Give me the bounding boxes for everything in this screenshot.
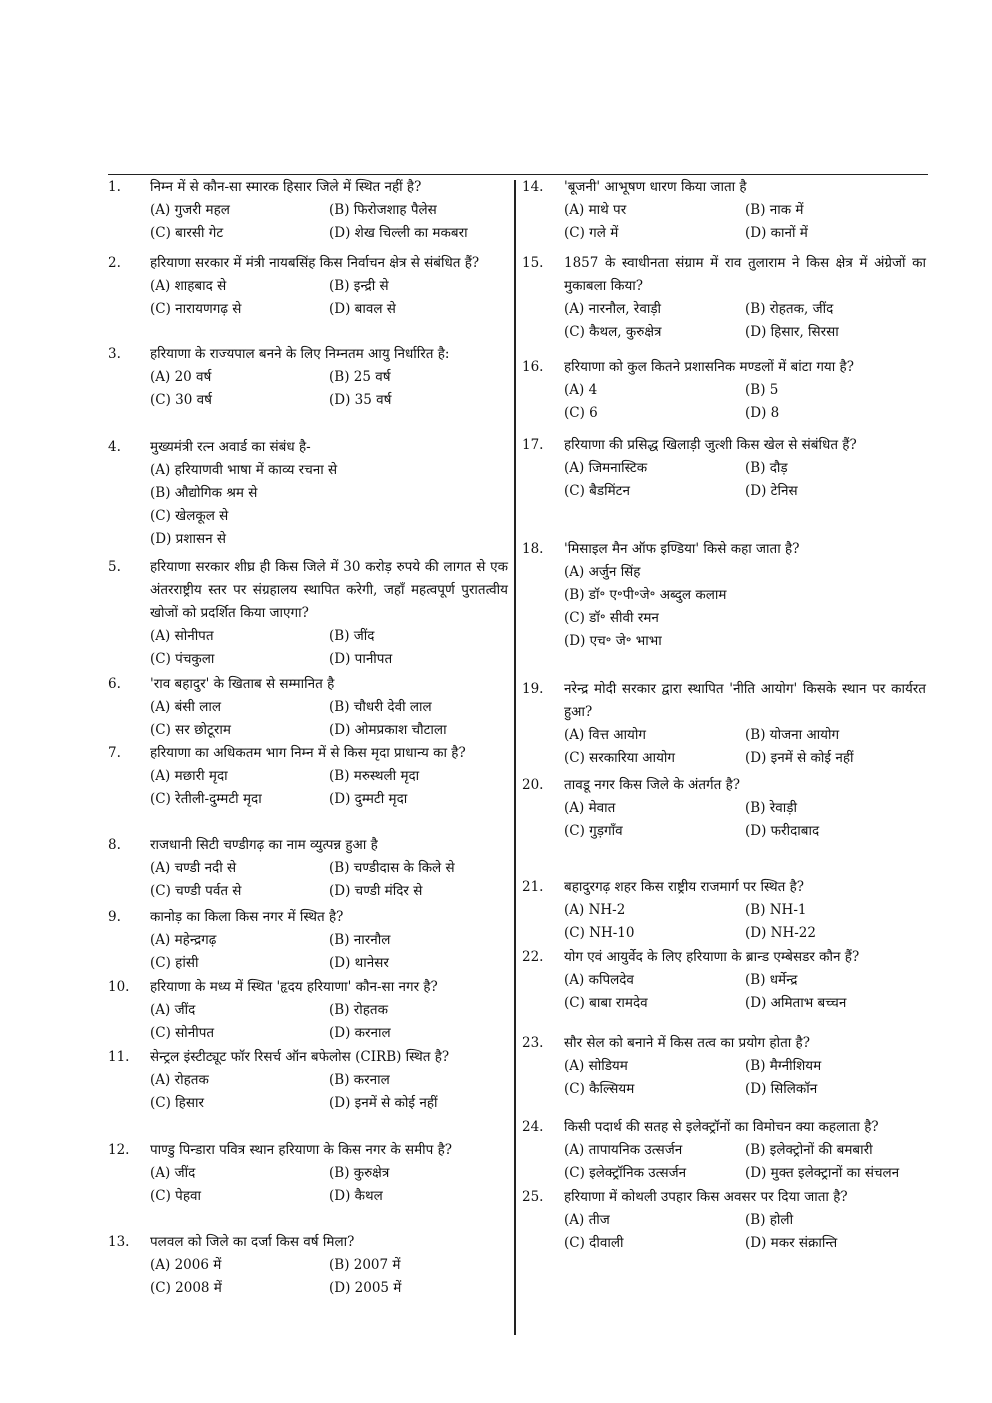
- question-text: 1857 के स्वाधीनता संग्राम में राव तुलाराम ने किस क्षेत्र में अंग्रेजों का मुकाबला किया?: [564, 255, 926, 294]
- answer-options: [564, 379, 926, 425]
- answer-options: [150, 459, 508, 551]
- question-12: [108, 1139, 508, 1208]
- question-number: 8.: [108, 837, 121, 853]
- option-b: (B) नाक में: [745, 202, 804, 218]
- option-d: (D) ओमप्रकाश चौटाला: [329, 722, 447, 738]
- question-body: [150, 1046, 508, 1115]
- question-body: [150, 906, 508, 975]
- question-20: [522, 774, 926, 843]
- option-a: (A) 2006 में: [150, 1257, 222, 1273]
- question-body: [564, 434, 926, 503]
- option-b: (B) NH-1: [745, 902, 807, 918]
- option-a: (A) शाहबाद से: [150, 278, 227, 294]
- option-d: (D) इनमें से कोई नहीं: [745, 750, 854, 766]
- question-number: 7.: [108, 745, 121, 761]
- option-d: (D) एच॰ जे॰ भाभा: [564, 633, 662, 649]
- answer-options: [564, 1139, 926, 1185]
- option-d: (D) अमिताभ बच्चन: [745, 995, 847, 1011]
- answer-options: [150, 1254, 508, 1300]
- question-number: 15.: [522, 255, 544, 271]
- option-d: (D) शेख चिल्ली का मकबरा: [329, 225, 468, 241]
- question-body: [564, 1116, 926, 1185]
- question-text: पाण्डु पिन्डारा पवित्र स्थान हरियाणा के किस नगर के समीप है?: [150, 1142, 453, 1158]
- option-d: (D) इनमें से कोई नहीं: [329, 1095, 438, 1111]
- question-number: 9.: [108, 909, 121, 925]
- answer-options: [150, 625, 508, 671]
- option-d: (D) चण्डी मंदिर से: [329, 883, 423, 899]
- answer-options: [150, 765, 508, 811]
- question-body: [150, 343, 508, 412]
- question-25: [522, 1186, 926, 1255]
- option-a: (A) जींद: [150, 1002, 196, 1018]
- option-b: (B) धर्मेन्द्र: [745, 972, 798, 988]
- question-body: [564, 1186, 926, 1255]
- question-body: [150, 252, 508, 321]
- option-a: (A) तापायनिक उत्सर्जन: [564, 1142, 683, 1158]
- option-c: (C) 30 वर्ष: [150, 392, 212, 408]
- question-24: [522, 1116, 926, 1185]
- answer-options: [564, 969, 926, 1015]
- question-number: 11.: [108, 1049, 130, 1065]
- option-c: (C) पेहवा: [150, 1188, 201, 1204]
- question-13: [108, 1231, 508, 1300]
- question-body: [564, 774, 926, 843]
- question-body: [564, 876, 926, 945]
- option-a: (A) 4: [564, 382, 598, 398]
- option-c: (C) चण्डी पर्वत से: [150, 883, 242, 899]
- question-number: 14.: [522, 179, 544, 195]
- option-a: (A) महेन्द्रगढ़: [150, 932, 217, 948]
- question-text: हरियाणा के मध्य में स्थित 'हृदय हरियाणा' कौन-सा नगर है?: [150, 979, 438, 995]
- option-a: (A) जिमनास्टिक: [564, 460, 648, 476]
- option-c: (C) गुड़गाँव: [564, 823, 623, 839]
- question-text: बहादुरगढ़ शहर किस राष्ट्रीय राजमार्ग पर स्थित है?: [564, 879, 804, 895]
- question-21: [522, 876, 926, 945]
- option-a: (A) अर्जुन सिंह: [564, 564, 641, 580]
- option-d: (D) प्रशासन से: [150, 531, 227, 547]
- question-body: [150, 673, 508, 742]
- option-c: (C) पंचकुला: [150, 651, 215, 667]
- option-d: (D) 35 वर्ष: [329, 392, 392, 408]
- option-a: (A) 20 वर्ष: [150, 369, 212, 385]
- option-b: (B) औद्योगिक श्रम से: [150, 485, 258, 501]
- option-b: (B) डॉ॰ ए॰पी॰जे॰ अब्दुल कलाम: [564, 587, 727, 603]
- option-a: (A) हरियाणवी भाषा में काव्य रचना से: [150, 462, 338, 478]
- option-c: (C) नारायणगढ़ से: [150, 301, 242, 317]
- answer-options: [150, 999, 508, 1045]
- question-number: 23.: [522, 1035, 544, 1051]
- question-text: हरियाणा सरकार शीघ्र ही किस जिले में 30 करोड़ रुपये की लागत से एक अंतरराष्ट्रीय स्तर पर संग्रहालय स्थापित करेगी, जहाँ महत्वपूर्ण पुरातत्वीय खोजों को प्रदर्शित किया जाएगा?: [150, 559, 508, 621]
- question-body: [150, 1231, 508, 1300]
- option-c: (C) 2008 में: [150, 1280, 222, 1296]
- option-c: (C) बैडमिंटन: [564, 483, 630, 499]
- question-16: [522, 356, 926, 425]
- question-text: 'बूजनी' आभूषण धारण किया जाता है: [564, 179, 747, 195]
- answer-options: [564, 899, 926, 945]
- option-b: (B) रोहतक: [329, 1002, 388, 1018]
- question-text: कानोड़ का किला किस नगर में स्थित है?: [150, 909, 344, 925]
- option-c: (C) सोनीपत: [150, 1025, 215, 1041]
- question-body: [150, 556, 508, 671]
- question-22: [522, 946, 926, 1015]
- question-text: सौर सेल को बनाने में किस तत्व का प्रयोग होता है?: [564, 1035, 810, 1051]
- question-number: 3.: [108, 346, 121, 362]
- question-body: [564, 678, 926, 770]
- question-10: [108, 976, 508, 1045]
- option-d: (D) पानीपत: [329, 651, 393, 667]
- top-rule: [108, 174, 928, 175]
- option-a: (A) सोनीपत: [150, 628, 214, 644]
- question-text: तावडू नगर किस जिले के अंतर्गत है?: [564, 777, 741, 793]
- question-text: 'राव बहादुर' के खिताब से सम्मानित है: [150, 676, 335, 692]
- option-b: (B) मरुस्थली मृदा: [329, 768, 420, 784]
- question-body: [564, 252, 926, 344]
- question-number: 5.: [108, 559, 121, 575]
- option-d: (D) 8: [745, 405, 780, 421]
- option-b: (B) कुरुक्षेत्र: [329, 1165, 390, 1181]
- answer-options: [564, 1055, 926, 1101]
- option-c: (C) NH-10: [564, 925, 635, 941]
- column-divider: [514, 180, 516, 1335]
- question-number: 6.: [108, 676, 121, 692]
- question-text: योग एवं आयुर्वेद के लिए हरियाणा के ब्रान्ड एम्बेसडर कौन हैं?: [564, 949, 860, 965]
- question-2: [108, 252, 508, 321]
- question-body: [150, 176, 508, 245]
- question-15: [522, 252, 926, 344]
- question-text: हरियाणा का अधिकतम भाग निम्न में से किस मृदा प्राधान्य का है?: [150, 745, 466, 761]
- question-number: 12.: [108, 1142, 130, 1158]
- option-c: (C) खेलकूल से: [150, 508, 229, 524]
- option-a: (A) तीज: [564, 1212, 610, 1228]
- question-number: 17.: [522, 437, 544, 453]
- question-9: [108, 906, 508, 975]
- option-d: (D) टेनिस: [745, 483, 798, 499]
- question-5: [108, 556, 508, 671]
- option-d: (D) मकर संक्रान्ति: [745, 1235, 838, 1251]
- question-text: निम्न में से कौन-सा स्मारक हिसार जिले में स्थित नहीं है?: [150, 179, 422, 195]
- option-c: (C) डॉ॰ सीवी रमन: [564, 610, 659, 626]
- question-number: 4.: [108, 439, 121, 455]
- question-8: [108, 834, 508, 903]
- question-text: हरियाणा में कोथली उपहार किस अवसर पर दिया जाता है?: [564, 1189, 848, 1205]
- option-b: (B) 25 वर्ष: [329, 369, 391, 385]
- question-text: राजधानी सिटी चण्डीगढ़ का नाम व्युत्पन्न हुआ है: [150, 837, 378, 853]
- question-19: [522, 678, 926, 770]
- option-c: (C) सर छोटूराम: [150, 722, 231, 738]
- option-d: (D) थानेसर: [329, 955, 389, 971]
- question-number: 19.: [522, 681, 544, 697]
- answer-options: [564, 457, 926, 503]
- option-a: (A) कपिलदेव: [564, 972, 634, 988]
- option-b: (B) दौड़: [745, 460, 788, 476]
- option-b: (B) होली: [745, 1212, 794, 1228]
- option-b: (B) करनाल: [329, 1072, 390, 1088]
- option-a: (A) माथे पर: [564, 202, 627, 218]
- answer-options: [150, 1069, 508, 1115]
- answer-options: [150, 366, 508, 412]
- question-number: 18.: [522, 541, 544, 557]
- option-b: (B) रोहतक, जींद: [745, 301, 834, 317]
- option-b: (B) फिरोजशाह पैलेस: [329, 202, 437, 218]
- option-b: (B) 5: [745, 382, 779, 398]
- option-d: (D) बावल से: [329, 301, 396, 317]
- question-18: [522, 538, 926, 653]
- question-number: 16.: [522, 359, 544, 375]
- question-body: [150, 834, 508, 903]
- answer-options: [150, 929, 508, 975]
- question-body: [150, 1139, 508, 1208]
- question-number: 13.: [108, 1234, 130, 1250]
- answer-options: [150, 696, 508, 742]
- option-b: (B) रेवाड़ी: [745, 800, 797, 816]
- option-a: (A) चण्डी नदी से: [150, 860, 237, 876]
- question-body: [564, 356, 926, 425]
- option-c: (C) कैथल, कुरुक्षेत्र: [564, 324, 662, 340]
- question-body: [150, 742, 508, 811]
- option-b: (B) चण्डीदास के किले से: [329, 860, 455, 876]
- question-text: हरियाणा को कुल कितने प्रशासनिक मण्डलों में बांटा गया है?: [564, 359, 854, 375]
- option-d: (D) NH-22: [745, 925, 816, 941]
- answer-options: [564, 298, 926, 344]
- question-number: 10.: [108, 979, 130, 995]
- option-c: (C) हिसार: [150, 1095, 204, 1111]
- option-d: (D) हिसार, सिरसा: [745, 324, 839, 340]
- question-text: मुख्यमंत्री रत्न अवार्ड का संबंध है-: [150, 439, 311, 455]
- answer-options: [564, 1209, 926, 1255]
- question-number: 24.: [522, 1119, 544, 1135]
- question-body: [564, 538, 926, 653]
- question-body: [564, 946, 926, 1015]
- option-b: (B) मैग्नीशियम: [745, 1058, 822, 1074]
- option-a: (A) बंसी लाल: [150, 699, 221, 715]
- option-a: (A) मछारी मृदा: [150, 768, 228, 784]
- option-b: (B) 2007 में: [329, 1257, 401, 1273]
- option-d: (D) कानों में: [745, 225, 808, 241]
- question-7: [108, 742, 508, 811]
- question-23: [522, 1032, 926, 1101]
- question-body: [564, 1032, 926, 1101]
- option-a: (A) जींद: [150, 1165, 196, 1181]
- question-text: सेन्ट्रल इंस्टीट्यूट फॉर रिसर्च ऑन बफेलोस (CIRB) स्थित है?: [150, 1049, 450, 1065]
- question-6: [108, 673, 508, 742]
- option-c: (C) बाबा रामदेव: [564, 995, 648, 1011]
- option-a: (A) नारनौल, रेवाड़ी: [564, 301, 662, 317]
- option-c: (C) रेतीली-दुम्मटी मृदा: [150, 791, 262, 807]
- option-b: (B) योजना आयोग: [745, 727, 840, 743]
- question-4: [108, 436, 508, 551]
- option-b: (B) नारनौल: [329, 932, 391, 948]
- question-body: [150, 436, 508, 551]
- question-text: 'मिसाइल मैन ऑफ इण्डिया' किसे कहा जाता है?: [564, 541, 800, 557]
- answer-options: [150, 857, 508, 903]
- question-number: 25.: [522, 1189, 544, 1205]
- option-c: (C) हांसी: [150, 955, 199, 971]
- option-a: (A) NH-2: [564, 902, 626, 918]
- question-number: 21.: [522, 879, 544, 895]
- question-number: 1.: [108, 179, 121, 195]
- option-d: (D) मुक्त इलेक्ट्रानों का संचलन: [745, 1165, 900, 1181]
- answer-options: [564, 797, 926, 843]
- question-11: [108, 1046, 508, 1115]
- question-number: 22.: [522, 949, 544, 965]
- option-a: (A) सोडियम: [564, 1058, 628, 1074]
- option-a: (A) रोहतक: [150, 1072, 209, 1088]
- option-b: (B) जींद: [329, 628, 375, 644]
- question-14: [522, 176, 926, 245]
- question-1: [108, 176, 508, 245]
- option-b: (B) इलेक्ट्रोनों की बमबारी: [745, 1142, 873, 1158]
- option-d: (D) कैथल: [329, 1188, 383, 1204]
- option-c: (C) सरकारिया आयोग: [564, 750, 676, 766]
- option-d: (D) करनाल: [329, 1025, 391, 1041]
- question-number: 20.: [522, 777, 544, 793]
- option-a: (A) मेवात: [564, 800, 616, 816]
- option-c: (C) कैल्सियम: [564, 1081, 635, 1097]
- answer-options: [150, 199, 508, 245]
- option-d: (D) दुम्मटी मृदा: [329, 791, 408, 807]
- answer-options: [564, 199, 926, 245]
- option-b: (B) चौधरी देवी लाल: [329, 699, 432, 715]
- question-text: किसी पदार्थ की सतह से इलेक्ट्रॉनों का विमोचन क्या कहलाता है?: [564, 1119, 879, 1135]
- question-text: हरियाणा सरकार में मंत्री नायबसिंह किस निर्वाचन क्षेत्र से संबंधित हैं?: [150, 255, 480, 271]
- option-a: (A) गुजरी महल: [150, 202, 230, 218]
- answer-options: [564, 561, 926, 653]
- answer-options: [150, 1162, 508, 1208]
- option-d: (D) फरीदाबाद: [745, 823, 820, 839]
- option-c: (C) बारसी गेट: [150, 225, 224, 241]
- option-c: (C) इलेक्ट्रॉनिक उत्सर्जन: [564, 1165, 687, 1181]
- question-3: [108, 343, 508, 412]
- answer-options: [564, 724, 926, 770]
- option-c: (C) गले में: [564, 225, 619, 241]
- question-text: पलवल को जिले का दर्जा किस वर्ष मिला?: [150, 1234, 355, 1250]
- option-a: (A) वित्त आयोग: [564, 727, 646, 743]
- question-body: [150, 976, 508, 1045]
- option-b: (B) इन्द्री से: [329, 278, 389, 294]
- question-text: नरेन्द्र मोदी सरकार द्वारा स्थापित 'नीति आयोग' किसके स्थान पर कार्यरत हुआ?: [564, 681, 926, 720]
- question-text: हरियाणा के राज्यपाल बनने के लिए निम्नतम आयु निर्धारित है:: [150, 346, 450, 362]
- question-17: [522, 434, 926, 503]
- option-c: (C) 6: [564, 405, 598, 421]
- option-d: (D) 2005 में: [329, 1280, 402, 1296]
- answer-options: [150, 275, 508, 321]
- option-c: (C) दीवाली: [564, 1235, 624, 1251]
- question-text: हरियाणा की प्रसिद्ध खिलाड़ी जुत्शी किस खेल से संबंधित हैं?: [564, 437, 857, 453]
- option-d: (D) सिलिकॉन: [745, 1081, 818, 1097]
- question-number: 2.: [108, 255, 121, 271]
- question-body: [564, 176, 926, 245]
